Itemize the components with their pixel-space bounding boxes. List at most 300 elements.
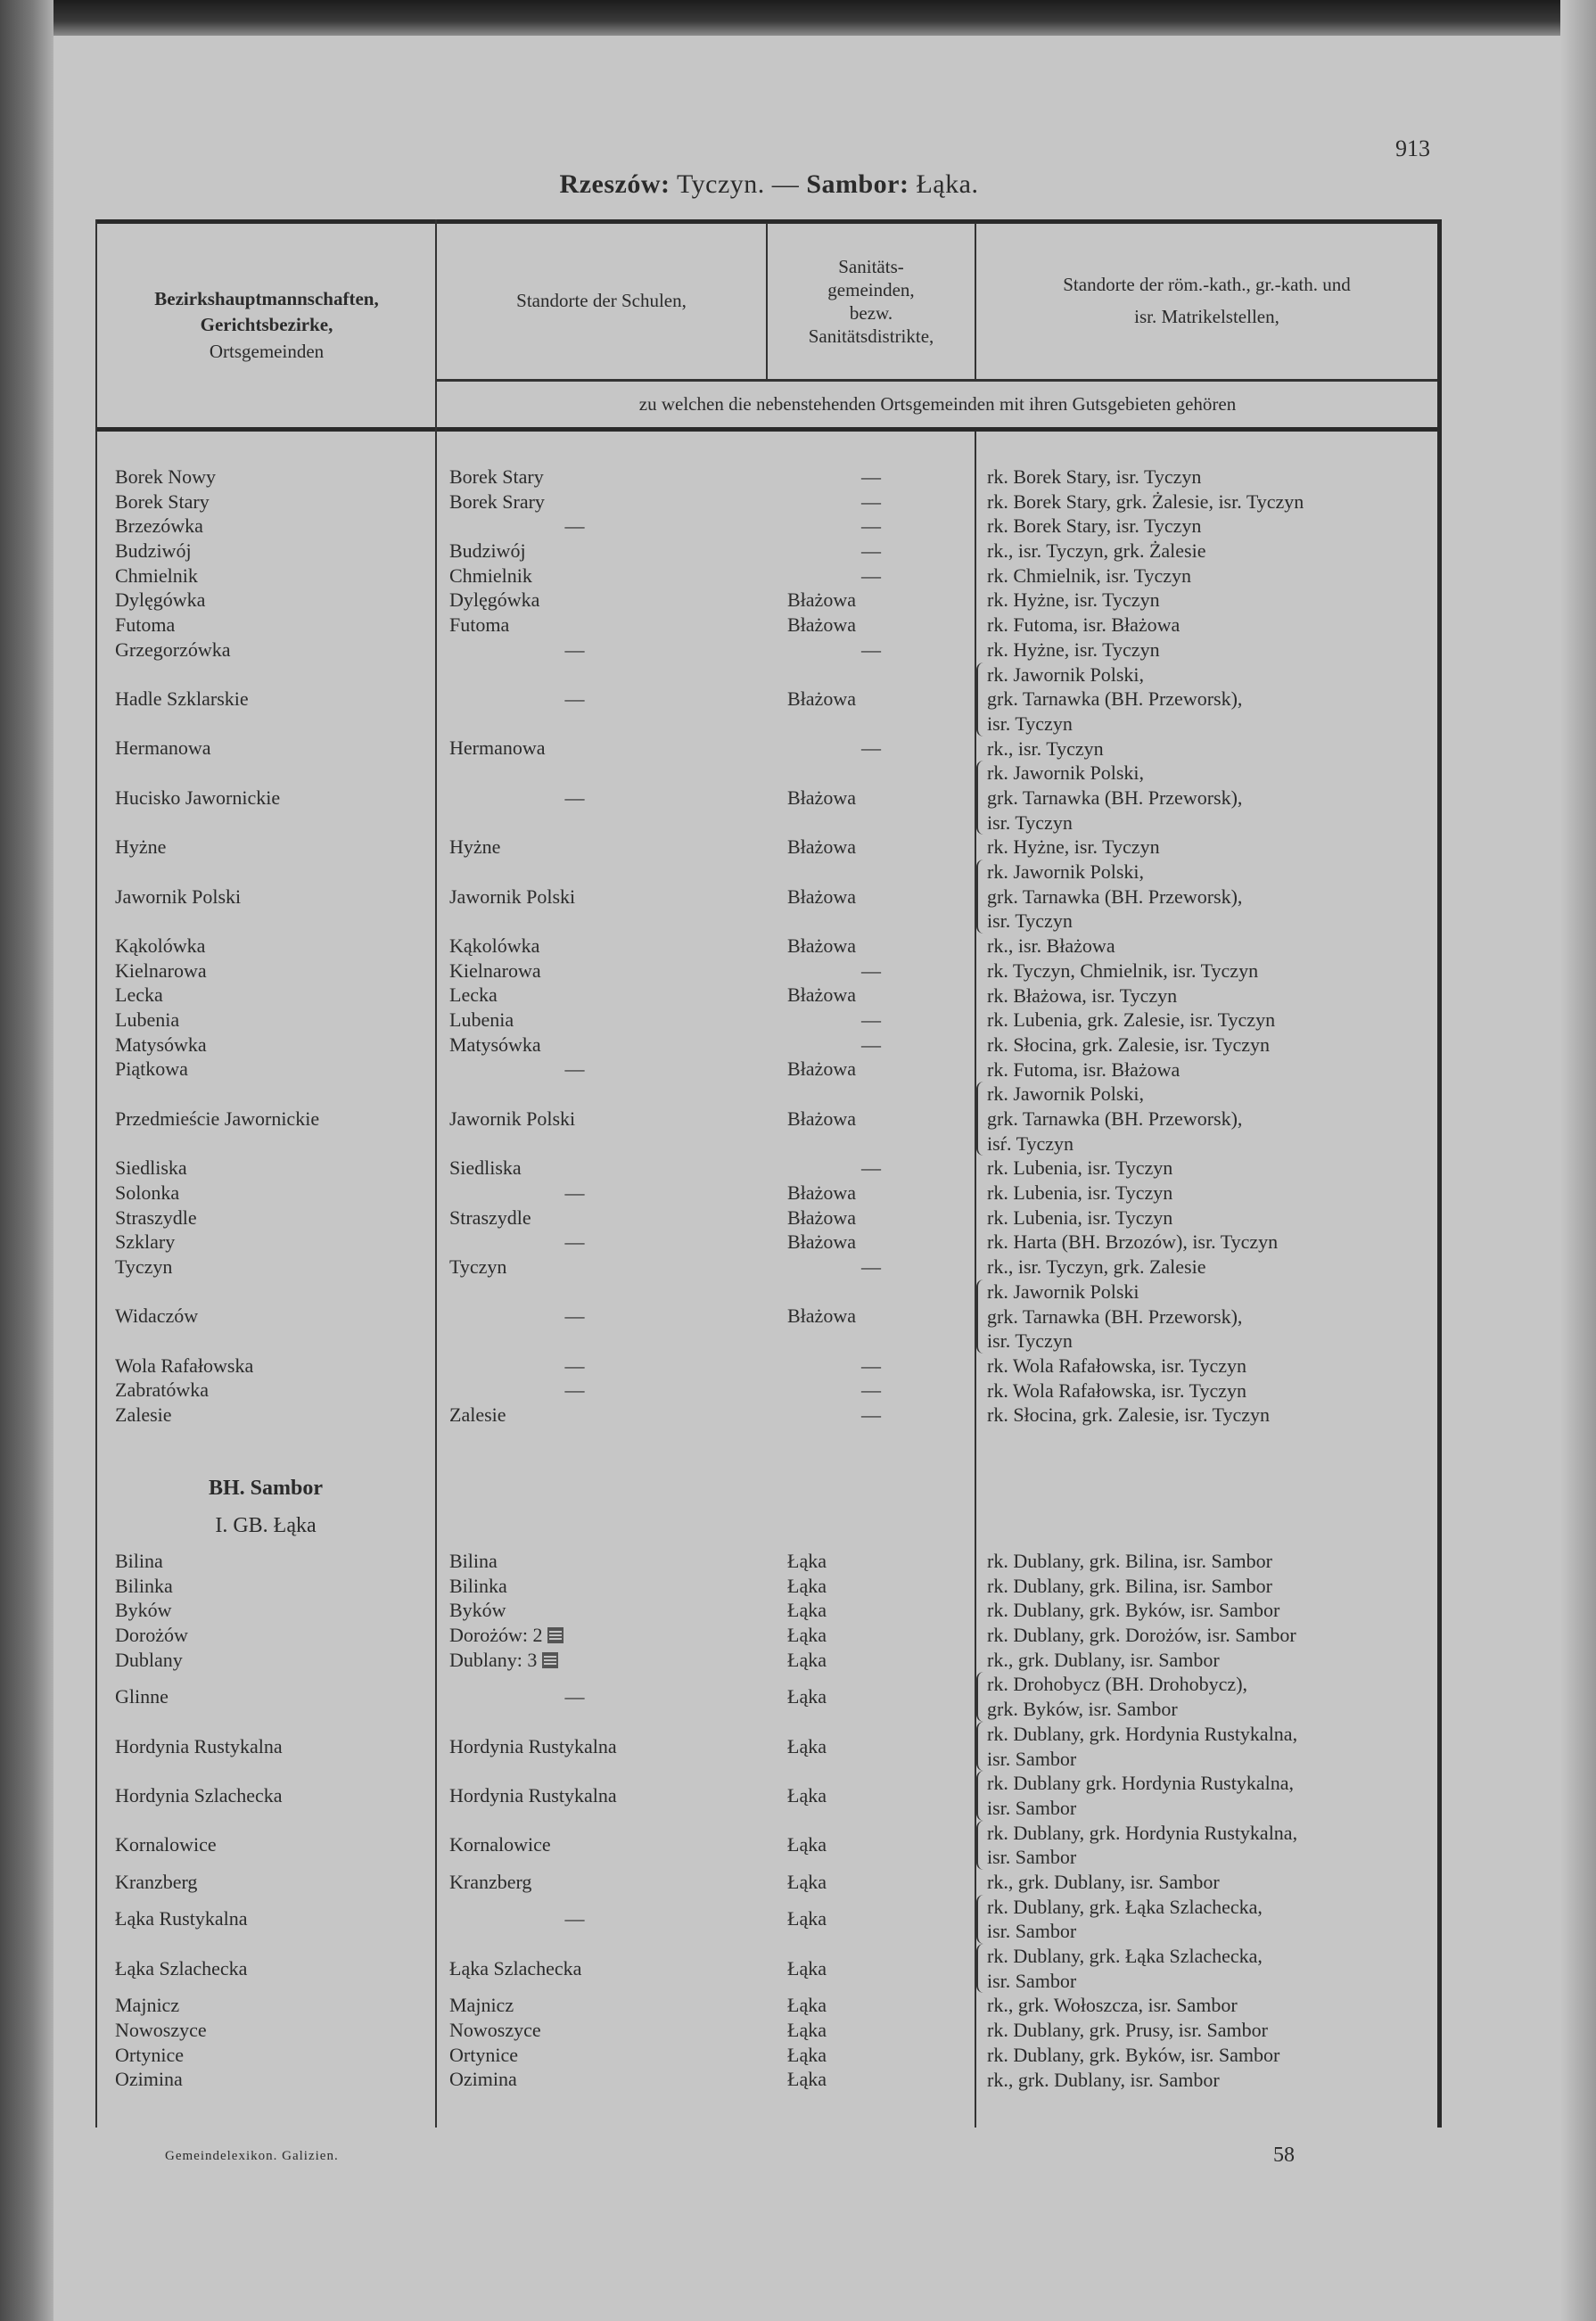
table-row [96,1821,1438,1870]
municipality-name-text: Kranzberg [115,1870,198,1893]
matrikel-line: isŕ. Tyczyn [987,1132,1074,1155]
school-location-text: Ortynice [449,2043,518,2066]
municipality-name [115,959,436,984]
matrikel-line: rk. Futoma, isr. Błażowa [987,613,1181,637]
row-spacer [96,1280,115,1354]
matrikel-lines [987,1354,1246,1379]
sanitary-district-text: Łąka [787,2043,827,2066]
table-row [96,984,1438,1008]
section-laka-rows [96,1549,1438,2092]
municipality-name [115,1722,436,1771]
table-row [96,934,1438,959]
row-spacer [96,1771,115,1820]
table-row [96,1549,1438,1574]
municipality-name [115,1549,436,1574]
row-spacer [96,588,115,613]
municipality-name [115,539,436,564]
matrikel-line: rk. Dublany grk. Hordynia Rustykalna, [987,1772,1294,1795]
municipality-name [115,1181,436,1206]
school-location [436,959,767,984]
school-location [436,1379,767,1403]
municipality-name [115,1403,436,1428]
municipality-name-text: Glinne [115,1685,169,1708]
matrikel-line: isr. Tyczyn [987,1329,1073,1353]
matrikel-line: rk., isr. Tyczyn, grk. Zalesie [987,1255,1206,1279]
sanitary-district [767,1623,975,1648]
sanitary-district [767,835,975,860]
matrikel-stations [975,1598,1438,1623]
row-spacer [96,1403,115,1428]
school-location [436,934,767,959]
municipality-name [115,1255,436,1280]
municipality-name [115,1033,436,1058]
municipality-name [115,465,436,490]
sanitary-district [767,1255,975,1280]
matrikel-stations [975,1648,1438,1673]
school-location [436,514,767,539]
school-location-text: Hyżne [449,835,501,859]
sanitary-district-text: — [861,1008,881,1032]
table-row [96,1870,1438,1895]
matrikel-lines [987,1033,1270,1058]
matrikel-lines [987,1648,1220,1673]
row-spacer [96,2068,115,2093]
sanitary-district [767,1181,975,1206]
matrikel-lines [987,638,1160,663]
row-spacer [96,1598,115,1623]
school-location-text: Hordynia Rustykalna [449,1783,617,1807]
matrikel-line: rk. Dublany, grk. Łąka Szlachecka, [987,1945,1263,1968]
sanitary-district-text: Łąka [787,2068,827,2091]
table-row [96,663,1438,737]
school-location [436,1181,767,1206]
table-row [96,835,1438,860]
sanitary-district [767,2043,975,2068]
row-spacer [96,934,115,959]
municipality-name-text: Szklary [115,1230,176,1254]
municipality-name-text: Przedmieście Jawornickie [115,1107,320,1130]
municipality-name [115,1771,436,1820]
row-spacer [96,638,115,663]
sanitary-district-text: Błażowa [787,934,856,957]
municipality-name [115,1156,436,1181]
row-spacer [96,1033,115,1058]
municipality-name-text: Hadle Szklarskie [115,687,249,711]
table-row [96,1648,1438,1673]
header-text: bezw. [849,302,893,324]
matrikel-lines [987,1403,1270,1428]
municipality-name [115,1082,436,1156]
matrikel-lines [987,1821,1297,1870]
sanitary-district [767,1280,975,1354]
school-location-text: Kranzberg [449,1870,532,1893]
municipality-name-text: Lecka [115,984,163,1007]
matrikel-lines [987,737,1104,761]
sanitary-district [767,1993,975,2018]
school-location [436,564,767,588]
matrikel-lines [987,663,1242,737]
matrikel-stations [975,1082,1438,1156]
sanitary-district-text: Błażowa [787,1230,856,1254]
school-location-text: — [564,1058,585,1081]
row-spacer [96,761,115,835]
page-title [0,169,1538,200]
row-spacer [96,1206,115,1230]
matrikel-lines [987,1156,1172,1181]
row-spacer [96,1870,115,1895]
sanitary-district [767,613,975,638]
brace-icon [976,860,987,934]
matrikel-stations [975,1206,1438,1230]
matrikel-line: rk. Hyżne, isr. Tyczyn [987,835,1160,859]
municipality-name-text: Byków [115,1599,172,1622]
table-row [96,1354,1438,1379]
sanitary-district-text: — [861,638,881,661]
table-row [96,1156,1438,1181]
municipality-name [115,514,436,539]
table-row [96,2043,1438,2068]
sanitary-district-text: Błażowa [787,1107,856,1130]
sanitary-district [767,934,975,959]
table-row [96,1008,1438,1033]
brace-icon [976,663,987,737]
matrikel-line: isr. Sambor [987,1969,1077,1992]
school-location-text: Byków [449,1599,506,1622]
sanitary-district-text: Błażowa [787,1305,856,1328]
table-row [96,1033,1438,1058]
school-location-text: Jawornik Polski [449,885,576,908]
matrikel-line: rk. Słocina, grk. Zalesie, isr. Tyczyn [987,1033,1270,1056]
sanitary-district [767,1722,975,1771]
matrikel-line: grk. Tarnawka (BH. Przeworsk), [987,687,1243,711]
matrikel-line: rk. Słocina, grk. Zalesie, isr. Tyczyn [987,1403,1270,1427]
sanitary-district [767,465,975,490]
sanitary-district-text: Błażowa [787,786,856,809]
row-spacer [96,1008,115,1033]
row-spacer [96,2018,115,2043]
municipality-name-text: Futoma [115,613,176,636]
school-location [436,663,767,737]
matrikel-line: rk. Harta (BH. Brzozów), isr. Tyczyn [987,1230,1279,1254]
court-heading [96,1514,435,1538]
brace-icon [976,761,987,835]
sanitary-district-text: Błażowa [787,1058,856,1081]
table-row [96,1255,1438,1280]
footer-source: Gemeindelexikon. Galizien. [165,2149,339,2163]
sanitary-district-text: — [861,490,881,513]
school-location-text: Kąkolówka [449,934,540,957]
brace-icon [976,1672,987,1721]
school-location-text: — [564,1305,585,1328]
matrikel-lines [987,1672,1247,1721]
header-subtitle: zu welchen die nebenstehenden Ortsgemeinden mit ihren Gutsgebieten gehören [638,393,1237,415]
sanitary-district-text: Łąka [787,1833,827,1856]
school-location-text: — [564,1379,585,1402]
table-row [96,1771,1438,1820]
matrikel-stations [975,1033,1438,1058]
row-spacer [96,1354,115,1379]
matrikel-stations [975,1230,1438,1255]
matrikel-stations [975,1280,1438,1354]
matrikel-stations [975,1771,1438,1820]
sanitary-district [767,2068,975,2093]
matrikel-lines [987,2018,1268,2043]
sanitary-district-text: Łąka [787,2019,827,2041]
school-location [436,1206,767,1230]
title-court-2: Łąka. [909,169,979,199]
school-location-text: — [564,1230,585,1254]
matrikel-lines [987,2068,1220,2093]
municipality-name [115,564,436,588]
table-row [96,1623,1438,1648]
matrikel-lines [987,984,1177,1008]
school-location-text: — [564,786,585,809]
municipality-name-text: Łąka Rustykalna [115,1907,248,1930]
school-location [436,1008,767,1033]
municipality-name [115,835,436,860]
matrikel-lines [987,860,1242,934]
matrikel-stations [975,2068,1438,2093]
matrikel-line: rk. Hyżne, isr. Tyczyn [987,588,1160,612]
school-location-text: Hermanowa [449,737,546,760]
municipality-name-text: Piątkowa [115,1058,188,1081]
municipality-name [115,490,436,514]
school-location-text: Borek Stary [449,465,544,488]
table-row [96,1993,1438,2018]
municipality-name [115,984,436,1008]
header-sanitary [768,224,975,379]
header-text: Gerichtsbezirke, [200,314,333,336]
municipality-name [115,588,436,613]
matrikel-lines [987,1181,1172,1206]
sanitary-district [767,1574,975,1599]
sanitary-district-text: Błażowa [787,835,856,859]
sanitary-district [767,1379,975,1403]
municipality-name [115,1993,436,2018]
municipality-name-text: Łąka Szlachecka [115,1956,248,1979]
matrikel-lines [987,613,1180,638]
matrikel-line: grk. Tarnawka (BH. Przeworsk), [987,1305,1243,1328]
matrikel-line: rk. Dublany, grk. Prusy, isr. Sambor [987,2019,1268,2042]
matrikel-lines [987,1280,1242,1354]
municipality-name [115,1379,436,1403]
municipality-name-text: Dylęgówka [115,588,206,612]
sanitary-district [767,539,975,564]
municipality-name [115,1280,436,1354]
matrikel-stations [975,959,1438,984]
sanitary-district [767,1156,975,1181]
school-location-text: Jawornik Polski [449,1107,576,1130]
matrikel-line: rk. Hyżne, isr. Tyczyn [987,638,1160,661]
matrikel-line: rk. Borek Stary, isr. Tyczyn [987,514,1202,538]
matrikel-lines [987,2043,1279,2068]
brace-icon [976,1722,987,1771]
table-row [96,1058,1438,1082]
row-spacer [96,984,115,1008]
header-bottom-rule [96,427,1441,432]
header-schools [437,224,766,379]
school-location-text: Futoma [449,613,510,636]
school-location-text: — [564,1685,585,1708]
table-row [96,539,1438,564]
school-location-text: Majnicz [449,1994,514,2017]
sanitary-district-text: Łąka [787,1623,827,1646]
municipality-name-text: Borek Stary [115,490,210,513]
school-location [436,761,767,835]
school-symbol-icon [547,1627,564,1643]
school-location-text: Łąka Szlachecka [449,1956,582,1979]
sanitary-district-text: Błażowa [787,613,856,636]
court-name: I. GB. Łąka [215,1514,317,1537]
sanitary-district [767,1771,975,1820]
school-location [436,1230,767,1255]
municipality-name-text: Zabratówka [115,1379,210,1402]
sanitary-district [767,1598,975,1623]
municipality-name-text: Wola Rafałowska [115,1354,254,1377]
school-location [436,1033,767,1058]
matrikel-stations [975,1944,1438,1993]
matrikel-stations [975,465,1438,490]
sanitary-district [767,860,975,934]
matrikel-stations [975,1623,1438,1648]
section-tyczyn-rows [96,465,1438,1428]
municipality-name [115,761,436,835]
municipality-name-text: Nowoszyce [115,2019,207,2041]
municipality-name [115,1598,436,1623]
matrikel-stations [975,514,1438,539]
matrikel-lines [987,514,1201,539]
matrikel-line: grk. Tarnawka (BH. Przeworsk), [987,786,1243,809]
row-spacer [96,2043,115,2068]
row-spacer [96,1058,115,1082]
municipality-name-text: Ortynice [115,2043,184,2066]
matrikel-lines [987,465,1201,490]
table-row [96,1230,1438,1255]
brace-icon [976,1895,987,1944]
table-row [96,1944,1438,1993]
row-spacer [96,465,115,490]
row-spacer [96,1993,115,2018]
municipality-name-text: Hordynia Szlachecka [115,1783,283,1807]
matrikel-line: rk. Drohobycz (BH. Drohobycz), [987,1673,1248,1696]
matrikel-stations [975,1821,1438,1870]
school-location-text: Chmielnik [449,564,532,587]
matrikel-stations [975,984,1438,1008]
matrikel-lines [987,1206,1172,1230]
municipality-name [115,1944,436,1993]
matrikel-line: rk. Dublany, grk. Bilina, isr. Sambor [987,1574,1272,1597]
header-text: Ortsgemeinden [209,340,325,362]
matrikel-stations [975,564,1438,588]
matrikel-lines [987,1255,1206,1280]
school-location [436,1255,767,1280]
sanitary-district-text: Błażowa [787,687,856,711]
school-location [436,465,767,490]
school-location [436,2068,767,2093]
sanitary-district [767,588,975,613]
school-location [436,1354,767,1379]
sanitary-district-text: Łąka [787,1685,827,1708]
municipality-name [115,613,436,638]
municipality-name-text: Kąkolówka [115,934,206,957]
municipality-name [115,2043,436,2068]
municipality-name-text: Jawornik Polski [115,885,242,908]
sanitary-district-text: Łąka [787,1994,827,2017]
matrikel-line: grk. Byków, isr. Sambor [987,1698,1178,1721]
row-spacer [96,1574,115,1599]
row-spacer [96,959,115,984]
sanitary-district [767,1672,975,1721]
matrikel-lines [987,588,1160,613]
municipality-name [115,1623,436,1648]
matrikel-stations [975,588,1438,613]
municipality-name [115,860,436,934]
matrikel-stations [975,1549,1438,1574]
matrikel-lines [987,1722,1297,1771]
school-location-text: Hordynia Rustykalna [449,1734,617,1757]
row-spacer [96,835,115,860]
matrikel-stations [975,638,1438,663]
row-spacer [96,1156,115,1181]
sanitary-district [767,959,975,984]
row-spacer [96,663,115,737]
sanitary-district-text: Łąka [787,1648,827,1671]
municipality-name-text: Tyczyn [115,1255,173,1278]
school-location-text: — [564,1181,585,1204]
municipality-name-text: Hucisko Jawornickie [115,786,281,809]
school-location-text: — [564,638,585,661]
matrikel-line: rk., grk. Dublany, isr. Sambor [987,1871,1220,1893]
matrikel-line: rk. Lubenia, isr. Tyczyn [987,1206,1173,1229]
sanitary-district [767,1403,975,1428]
matrikel-stations [975,539,1438,564]
matrikel-stations [975,1379,1438,1403]
school-location [436,1598,767,1623]
school-location-text: — [564,687,585,711]
sanitary-district [767,564,975,588]
sanitary-district-text: Łąka [787,1870,827,1893]
sanitary-district-text: Łąka [787,1956,827,1979]
matrikel-line: rk. Wola Rafałowska, isr. Tyczyn [987,1379,1246,1402]
row-spacer [96,1944,115,1993]
matrikel-lines [987,1082,1242,1156]
matrikel-lines [987,1771,1294,1820]
sanitary-district [767,663,975,737]
matrikel-lines [987,1895,1263,1944]
sanitary-district-text: — [861,1379,881,1402]
school-location [436,1623,767,1648]
municipality-name-text: Chmielnik [115,564,198,587]
school-location-text: Lubenia [449,1008,514,1032]
table-row [96,1379,1438,1403]
school-location [436,1280,767,1354]
school-location-text: Bilinka [449,1574,507,1597]
table-row [96,613,1438,638]
municipality-name [115,1574,436,1599]
matrikel-stations [975,1993,1438,2018]
municipality-name-text: Hyżne [115,835,167,859]
matrikel-lines [987,1230,1278,1255]
sanitary-district-text: Błażowa [787,1181,856,1204]
sanitary-district-text: Łąka [787,1734,827,1757]
municipality-name-text: Budziwój [115,539,192,562]
sanitary-district-text: — [861,1033,881,1056]
municipality-name-text: Lubenia [115,1008,180,1032]
table-row [96,514,1438,539]
table-row [96,1574,1438,1599]
municipality-name [115,737,436,761]
matrikel-lines [987,1598,1279,1623]
